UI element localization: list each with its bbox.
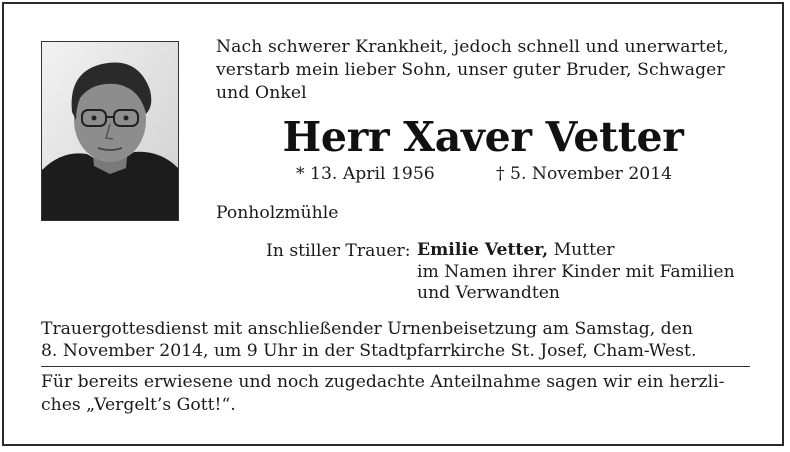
mourner-line: im Namen ihrer Kinder mit Familien <box>417 261 735 282</box>
thanks-line: ches „Vergelt’s Gott!“. <box>41 395 236 415</box>
service-line: 8. November 2014, um 9 Uhr in der Stadtpfarrkirche St. Josef, Cham-West. <box>41 341 697 361</box>
intro-text <box>216 36 750 105</box>
service-line: Trauergottesdienst mit anschließender Urnenbeisetzung am Samstag, den <box>41 319 693 339</box>
deceased-name: Herr Xaver Vetter <box>282 113 684 161</box>
mourner-first-line <box>417 240 762 262</box>
portrait-photo <box>41 41 179 221</box>
thanks-line: Für bereits erwiesene und noch zugedachte Anteilnahme sagen wir ein herzli- <box>41 372 725 392</box>
birth-date: * 13. April 1956 <box>296 164 435 184</box>
mourners-block <box>417 240 762 305</box>
place-name: Ponholzmühle <box>216 203 339 223</box>
mourner-name: Emilie Vetter, <box>417 240 549 260</box>
thanks-text <box>41 371 750 417</box>
service-announcement <box>41 318 750 362</box>
divider-line <box>41 366 750 367</box>
intro-line: und Onkel <box>216 83 307 103</box>
mourning-label: In stiller Trauer: <box>266 241 411 261</box>
intro-line: verstarb mein lieber Sohn, unser guter Bruder, Schwager <box>216 60 725 80</box>
intro-line: Nach schwerer Krankheit, jedoch schnell und unerwartet, <box>216 37 729 57</box>
mourner-relation: Mutter <box>553 240 615 260</box>
mourner-line: und Verwandten <box>417 283 561 303</box>
death-date: † 5. November 2014 <box>496 164 673 184</box>
